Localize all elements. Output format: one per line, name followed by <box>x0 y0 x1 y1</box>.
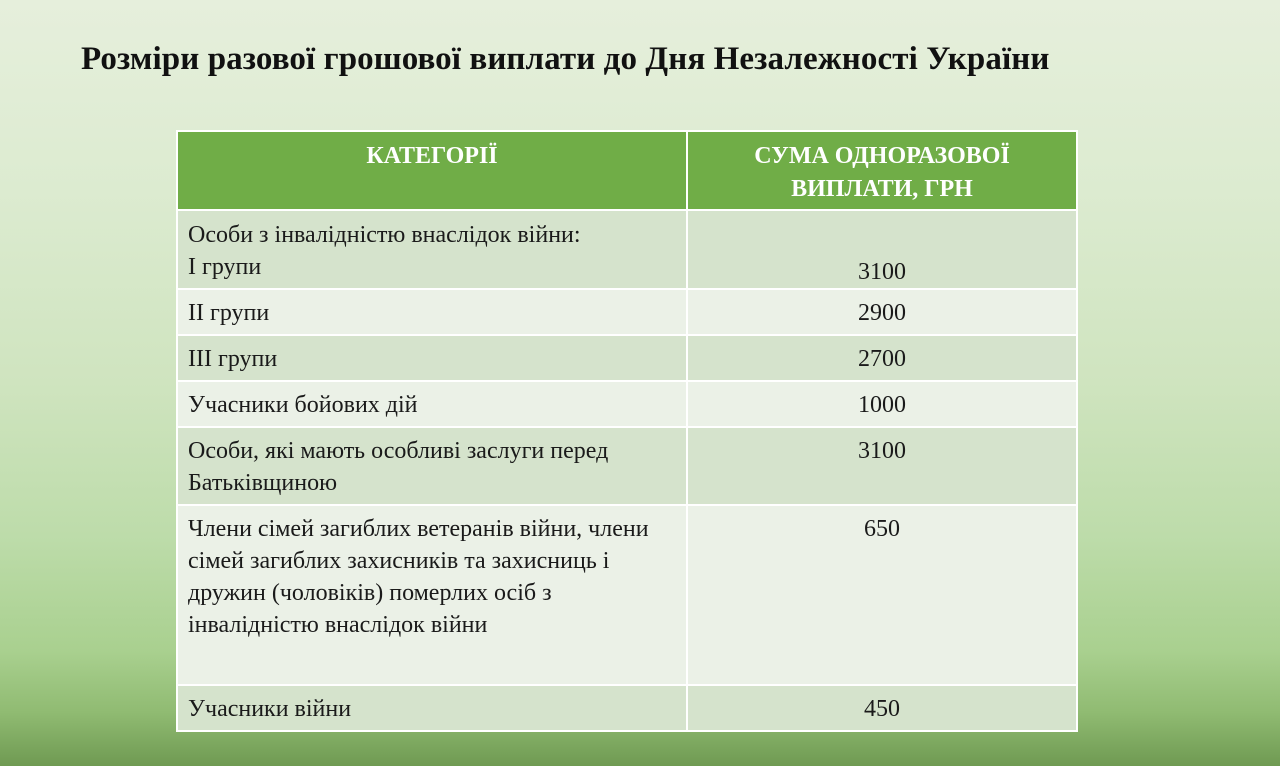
table-row <box>177 505 1077 685</box>
row-category: Учасники бойових дій <box>177 381 687 427</box>
header-category: КАТЕГОРІЇ <box>177 131 687 210</box>
table-row <box>177 685 1077 731</box>
row-amount: 3100 <box>687 210 1077 289</box>
row-category <box>177 210 687 289</box>
row-category: Учасники війни <box>177 685 687 731</box>
table-row <box>177 427 1077 505</box>
row-category: Особи, які мають особливі заслуги перед Батьківщиною <box>177 427 687 505</box>
header-amount: СУМА ОДНОРАЗОВОЇ ВИПЛАТИ, ГРН <box>687 131 1077 210</box>
row-category-line: Особи з інвалідністю внаслідок війни: <box>188 222 581 248</box>
payments-table <box>176 130 1078 732</box>
row-amount: 3100 <box>687 427 1077 505</box>
table-header-row <box>177 131 1077 210</box>
row-category: Члени сімей загиблих ветеранів війни, члени сімей загиблих захисників та захисниць і дружин (чоловіків) померлих осіб з інвалідністю внаслідок війни <box>177 505 687 685</box>
table-row <box>177 335 1077 381</box>
table-row <box>177 210 1077 289</box>
slide-title: Розміри разової грошової виплати до Дня Незалежності України <box>81 41 1050 77</box>
row-category: ІІІ групи <box>177 335 687 381</box>
table-row <box>177 289 1077 335</box>
row-category: ІІ групи <box>177 289 687 335</box>
table-row <box>177 381 1077 427</box>
row-amount: 450 <box>687 685 1077 731</box>
row-amount: 1000 <box>687 381 1077 427</box>
row-amount: 2900 <box>687 289 1077 335</box>
row-amount: 2700 <box>687 335 1077 381</box>
row-category-line: І групи <box>188 254 262 280</box>
row-amount: 650 <box>687 505 1077 685</box>
